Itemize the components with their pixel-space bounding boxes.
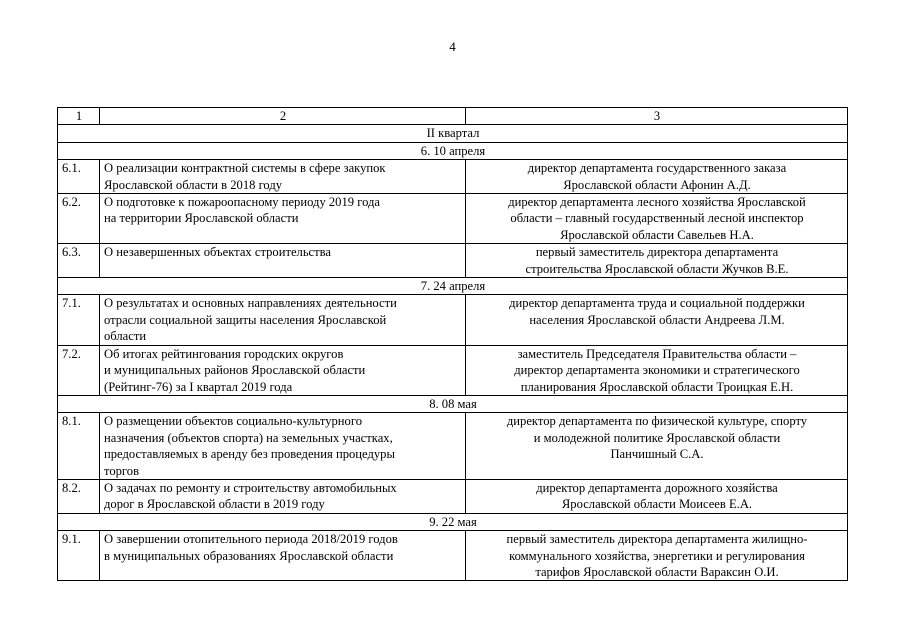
item-topic-line: на территории Ярославской области — [104, 211, 299, 226]
item-responsible-line: директор департамента лесного хозяйства Ярославской — [508, 195, 806, 210]
item-topic-line: в муниципальных образованиях Ярославской области — [104, 548, 394, 563]
item-number: 8.1. — [58, 413, 100, 480]
item-responsible-line: директор департамента государственного заказа — [527, 161, 787, 176]
item-topic-line: назначения (объектов спорта) на земельных участках, — [104, 430, 393, 445]
agenda-item-row — [58, 295, 848, 345]
item-number: 7.2. — [58, 345, 100, 395]
item-responsible-line: области – главный государственный лесной инспектор — [510, 211, 804, 226]
agenda-item-row — [58, 194, 848, 244]
column-number-3: 3 — [466, 108, 848, 125]
item-responsible-line: тарифов Ярославской области Вараксин О.И. — [535, 564, 779, 579]
item-topic-line: О размещении объектов социально-культурного — [104, 414, 362, 429]
item-responsible — [466, 531, 848, 581]
agenda-item-row — [58, 479, 848, 513]
item-responsible — [466, 160, 848, 194]
item-number: 6.3. — [58, 244, 100, 278]
item-responsible-line: первый заместитель директора департамента жилищно- — [506, 532, 808, 547]
item-number: 7.1. — [58, 295, 100, 345]
item-topic — [100, 244, 466, 278]
item-topic-line: О реализации контрактной системы в сфере закупок — [104, 161, 386, 176]
column-number-2: 2 — [100, 108, 466, 125]
meeting-date: 9. 22 мая — [58, 513, 848, 530]
item-responsible-line: директор департамента дорожного хозяйства — [536, 480, 778, 495]
meeting-date: 6. 10 апреля — [58, 142, 848, 159]
page-number: 4 — [449, 39, 456, 54]
date-row — [58, 513, 848, 530]
item-topic-line: (Рейтинг-76) за I квартал 2019 года — [104, 379, 293, 394]
item-responsible-line: заместитель Председателя Правительства области – — [517, 346, 797, 361]
item-responsible-line: первый заместитель директора департамента — [535, 245, 779, 260]
item-responsible-line: Ярославской области Моисеев Е.А. — [561, 497, 753, 512]
quarter-heading: II квартал — [58, 125, 848, 142]
item-topic-line: Ярославской области в 2018 году — [104, 177, 283, 192]
item-responsible-line: директор департамента экономики и стратегического — [514, 363, 800, 378]
agenda-item-row — [58, 413, 848, 480]
item-responsible-line: Ярославской области Афонин А.Д. — [563, 177, 751, 192]
item-responsible-line: директор департамента по физической культуре, спорту — [506, 414, 808, 429]
item-topic-line: и муниципальных районов Ярославской области — [104, 363, 366, 378]
agenda-item-row — [58, 244, 848, 278]
item-topic-line: О задачах по ремонту и строительству автомобильных — [104, 480, 397, 495]
item-topic-line: дорог в Ярославской области в 2019 году — [104, 497, 325, 512]
item-responsible — [466, 194, 848, 244]
item-number: 6.2. — [58, 194, 100, 244]
item-responsible-line: населения Ярославской области Андреева Л.М. — [529, 312, 785, 327]
date-row — [58, 142, 848, 159]
agenda-table — [57, 107, 848, 581]
item-responsible-line: и молодежной политике Ярославской области — [533, 430, 781, 445]
item-topic — [100, 295, 466, 345]
agenda-item-row — [58, 345, 848, 395]
item-topic — [100, 531, 466, 581]
item-topic — [100, 345, 466, 395]
item-responsible — [466, 244, 848, 278]
item-responsible-line: строительства Ярославской области Жучков В.Е. — [525, 261, 789, 276]
item-topic-line: отрасли социальной защиты населения Ярославской — [104, 312, 387, 327]
item-topic-line: предоставляемых в аренду без проведения процедуры — [104, 447, 395, 462]
quarter-row — [58, 125, 848, 142]
item-responsible — [466, 295, 848, 345]
item-responsible — [466, 479, 848, 513]
item-topic — [100, 479, 466, 513]
item-number: 8.2. — [58, 479, 100, 513]
column-number-1: 1 — [58, 108, 100, 125]
item-responsible-line: Панчишный С.А. — [610, 447, 704, 462]
item-responsible-line: директор департамента труда и социальной поддержки — [509, 296, 805, 311]
item-topic — [100, 413, 466, 480]
date-row — [58, 395, 848, 412]
item-topic-line: Об итогах рейтингования городских округов — [104, 346, 344, 361]
meeting-date: 7. 24 апреля — [58, 278, 848, 295]
item-topic-line: О результатах и основных направлениях деятельности — [104, 296, 397, 311]
agenda-item-row — [58, 160, 848, 194]
item-responsible — [466, 413, 848, 480]
item-topic-line: О подготовке к пожароопасному периоду 2019 года — [104, 195, 381, 210]
item-topic-line: О незавершенных объектах строительства — [104, 245, 332, 260]
item-number: 9.1. — [58, 531, 100, 581]
item-responsible-line: планирования Ярославской области Троицкая Е.Н. — [520, 379, 794, 394]
item-topic — [100, 194, 466, 244]
agenda-table-body — [58, 108, 848, 581]
item-topic-line: О завершении отопительного периода 2018/2019 годов — [104, 532, 398, 547]
column-number-row — [58, 108, 848, 125]
agenda-item-row — [58, 531, 848, 581]
item-number: 6.1. — [58, 160, 100, 194]
item-topic-line: торгов — [104, 463, 140, 478]
item-responsible — [466, 345, 848, 395]
item-responsible-line: коммунального хозяйства, энергетики и регулирования — [509, 548, 805, 563]
item-topic — [100, 160, 466, 194]
date-row — [58, 278, 848, 295]
item-topic-line: области — [104, 329, 147, 344]
item-responsible-line: Ярославской области Савельев Н.А. — [560, 227, 754, 242]
meeting-date: 8. 08 мая — [58, 395, 848, 412]
